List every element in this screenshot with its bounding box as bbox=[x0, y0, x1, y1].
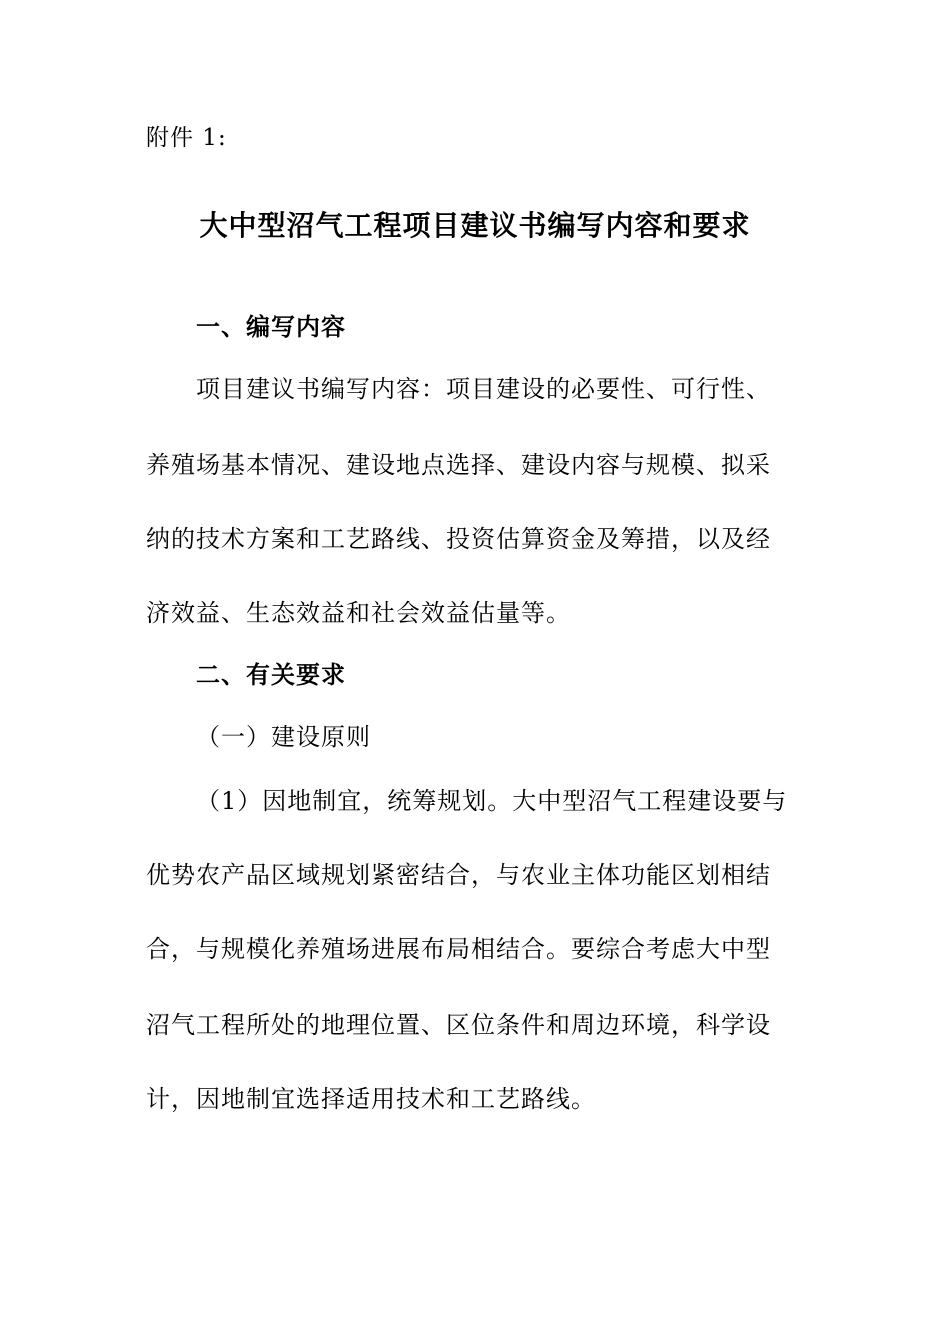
document-title: 大中型沼气工程项目建议书编写内容和要求 bbox=[199, 209, 751, 242]
paragraph-line: 沼气工程所处的地理位置、区位条件和周边环境，科学设 bbox=[146, 1011, 771, 1039]
paragraph-line: 养殖场基本情况、建设地点选择、建设内容与规模、拟采 bbox=[146, 451, 771, 479]
paragraph-line: 计，因地制宜选择适用技术和工艺路线。 bbox=[146, 1085, 596, 1113]
section-heading-content: 一、编写内容 bbox=[196, 313, 346, 341]
section-heading-requirements: 二、有关要求 bbox=[196, 661, 346, 689]
paragraph-line: 优势农产品区域规划紧密结合，与农业主体功能区划相结 bbox=[146, 861, 771, 889]
paragraph-line: 济效益、生态效益和社会效益估量等。 bbox=[146, 599, 571, 627]
annex-label: 附件 1: bbox=[146, 125, 227, 151]
paragraph-line: 纳的技术方案和工艺路线、投资估算资金及筹措，以及经 bbox=[146, 525, 771, 553]
paragraph-line: 合，与规模化养殖场进展布局相结合。要综合考虑大中型 bbox=[146, 935, 771, 963]
paragraph-line: 项目建议书编写内容：项目建设的必要性、可行性、 bbox=[196, 375, 771, 403]
subsection-heading: （一）建设原则 bbox=[196, 723, 371, 751]
paragraph-line: （1）因地制宜，统筹规划。大中型沼气工程建设要与 bbox=[196, 787, 788, 815]
